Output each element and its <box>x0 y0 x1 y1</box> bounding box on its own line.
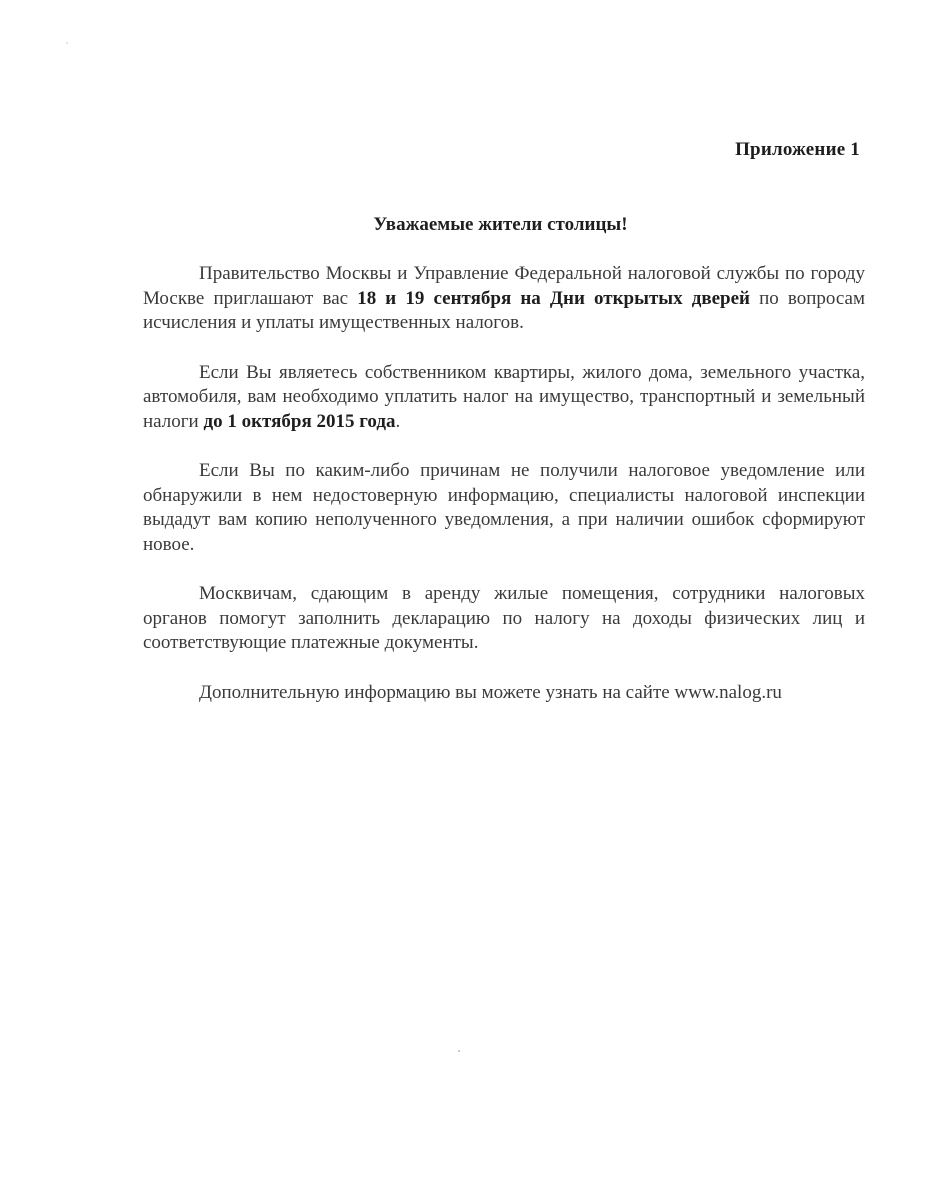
open-days-date: 18 и 19 сентября на Дни открытых дверей <box>357 287 750 309</box>
paragraph-text: Если Вы являетесь собственником квартиры, жилого дома, земельного участка, автомобиля, вам необходимо уплатить налог на имущество, транспортный и земельный налоги <box>143 361 865 432</box>
paragraph-text: Правительство Москвы и Управление Федеральной налоговой службы по городу Москве приглашают вас <box>143 263 865 309</box>
paragraph-open-days <box>143 262 865 336</box>
paragraph-text: . <box>395 410 401 432</box>
appendix-label: Приложение 1 <box>735 139 860 160</box>
document-heading: Уважаемые жители столицы! <box>373 214 628 235</box>
tax-deadline-date: до 1 октября 2015 года <box>203 410 396 432</box>
paragraph-more-info: Дополнительную информацию вы можете узнать на сайте www.nalog.ru <box>199 681 782 703</box>
paragraph-tax-deadline <box>143 361 865 435</box>
paragraph-rental: Москвичам, сдающим в аренду жилые помещения, сотрудники налоговых органов помогут заполнить декларацию по налогу на доходы физических лиц и соответствующие платежные документы. <box>143 583 865 653</box>
document-body <box>143 262 865 730</box>
scan-speck <box>458 1050 460 1052</box>
paragraph-text: по вопросам исчисления и уплаты имущественных налогов. <box>143 287 865 333</box>
paragraph-notification: Если Вы по каким-либо причинам не получили налоговое уведомление или обнаружили в нем недостоверную информацию, специалисты налоговой инспекции выдадут вам копию неполученного уведомления, а при наличии ошибок сформируют новое. <box>143 460 865 555</box>
scan-speck <box>66 42 68 44</box>
